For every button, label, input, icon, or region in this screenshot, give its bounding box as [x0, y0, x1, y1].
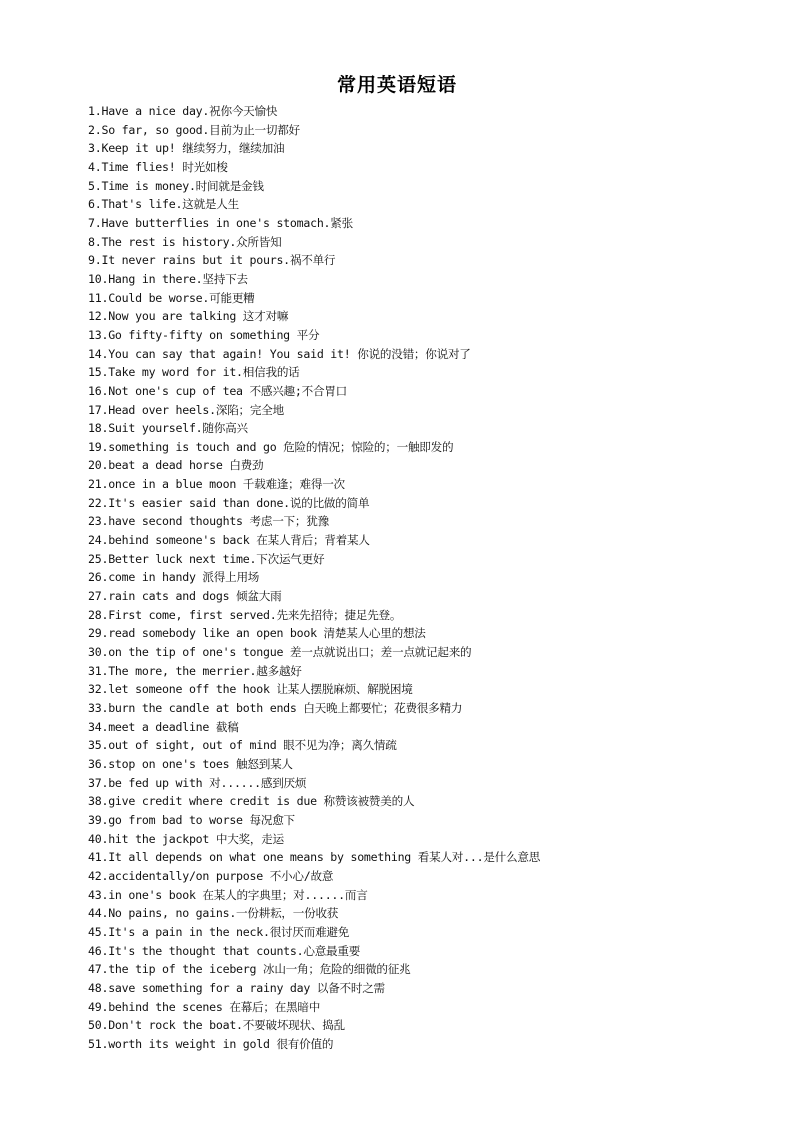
phrase-item-42: 42.accidentally/on purpose 不小心/故意 — [88, 868, 334, 883]
phrase-item-50: 50.Don't rock the boat.不要破坏现状、捣乱 — [88, 1018, 345, 1033]
phrase-item-9: 9.It never rains but it pours.祸不单行 — [88, 253, 336, 268]
phrase-item-44: 44.No pains, no gains.一份耕耘，一份收获 — [88, 906, 339, 921]
phrase-item-37: 37.be fed up with 对......感到厌烦 — [88, 775, 307, 790]
phrase-item-46: 46.It's the thought that counts.心意最重要 — [88, 943, 361, 958]
phrase-item-6: 6.That's life.这就是人生 — [88, 197, 239, 212]
phrase-item-35: 35.out of sight, out of mind 眼不见为净；离久情疏 — [88, 738, 397, 753]
phrase-item-39: 39.go from bad to worse 每况愈下 — [88, 812, 295, 827]
phrase-item-34: 34.meet a deadline 截稿 — [88, 719, 239, 734]
phrase-item-12: 12.Now you are talking 这才对嘛 — [88, 309, 289, 324]
phrase-item-49: 49.behind the scenes 在幕后；在黑暗中 — [88, 999, 321, 1014]
phrase-item-28: 28.First come, first served.先来先招待；捷足先登。 — [88, 607, 402, 622]
phrase-item-43: 43.in one's book 在某人的字典里；对......而言 — [88, 887, 368, 902]
phrase-item-10: 10.Hang in there.坚持下去 — [88, 271, 248, 286]
phrase-item-29: 29.read somebody like an open book 清楚某人心里的想法 — [88, 626, 426, 641]
phrase-item-16: 16.Not one's cup of tea 不感兴趣;不合胃口 — [88, 383, 348, 398]
phrase-item-45: 45.It's a pain in the neck.很讨厌而难避免 — [88, 924, 350, 939]
phrase-item-27: 27.rain cats and dogs 倾盆大雨 — [88, 589, 282, 604]
phrase-item-47: 47.the tip of the iceberg 冰山一角；危险的细微的征兆 — [88, 962, 411, 977]
phrase-item-18: 18.Suit yourself.随你高兴 — [88, 421, 248, 436]
phrase-item-2: 2.So far, so good.目前为止一切都好 — [88, 122, 300, 137]
phrase-item-38: 38.give credit where credit is due 称赞该被赞美的人 — [88, 794, 415, 809]
phrase-item-41: 41.It all depends on what one means by something 看某人对...是什么意思 — [88, 850, 541, 865]
phrase-item-20: 20.beat a dead horse 白费劲 — [88, 458, 264, 473]
phrase-item-13: 13.Go fifty-fifty on something 平分 — [88, 327, 320, 342]
phrase-item-36: 36.stop on one's toes 触怒到某人 — [88, 756, 293, 771]
phrase-item-40: 40.hit the jackpot 中大奖，走运 — [88, 831, 284, 846]
phrase-item-1: 1.Have a nice day.祝你今天愉快 — [88, 104, 278, 118]
phrase-item-19: 19.something is touch and go 危险的情况；惊险的；一触即发的 — [88, 439, 454, 454]
phrase-item-3: 3.Keep it up! 继续努力，继续加油 — [88, 141, 285, 156]
phrase-item-25: 25.Better luck next time.下次运气更好 — [88, 551, 325, 566]
phrase-item-4: 4.Time flies! 时光如梭 — [88, 159, 228, 174]
phrase-item-51: 51.worth its weight in gold 很有价值的 — [88, 1036, 334, 1051]
phrase-item-31: 31.The more, the merrier.越多越好 — [88, 663, 302, 678]
phrase-item-26: 26.come in handy 派得上用场 — [88, 570, 260, 585]
phrase-item-24: 24.behind someone's back 在某人背后；背着某人 — [88, 533, 370, 548]
phrase-item-23: 23.have second thoughts 考虑一下；犹豫 — [88, 514, 329, 529]
phrase-item-33: 33.burn the candle at both ends 白天晚上都要忙；花费很多精力 — [88, 701, 463, 715]
phrase-item-15: 15.Take my word for it.相信我的话 — [88, 365, 300, 380]
phrase-item-21: 21.once in a blue moon 千载难逢；难得一次 — [88, 477, 345, 492]
phrase-list — [88, 102, 768, 1053]
phrase-item-48: 48.save something for a rainy day 以备不时之需 — [88, 980, 385, 995]
phrase-item-7: 7.Have butterflies in one's stomach.紧张 — [88, 215, 353, 230]
phrase-item-14: 14.You can say that again! You said it! 你说的没错；你说对了 — [88, 346, 471, 361]
phrase-item-11: 11.Could be worse.可能更糟 — [88, 290, 255, 305]
phrase-item-32: 32.let someone off the hook 让某人摆脱麻烦、解脱困境 — [88, 682, 413, 697]
phrase-item-17: 17.Head over heels.深陷；完全地 — [88, 402, 284, 417]
phrase-item-8: 8.The rest is history.众所皆知 — [88, 234, 282, 249]
phrase-item-22: 22.It's easier said than done.说的比做的简单 — [88, 495, 370, 510]
phrase-item-5: 5.Time is money.时间就是金钱 — [88, 178, 264, 193]
document-title: 常用英语短语 — [336, 74, 457, 96]
phrase-item-30: 30.on the tip of one's tongue 差一点就说出口；差一点就记起来的 — [88, 645, 472, 660]
